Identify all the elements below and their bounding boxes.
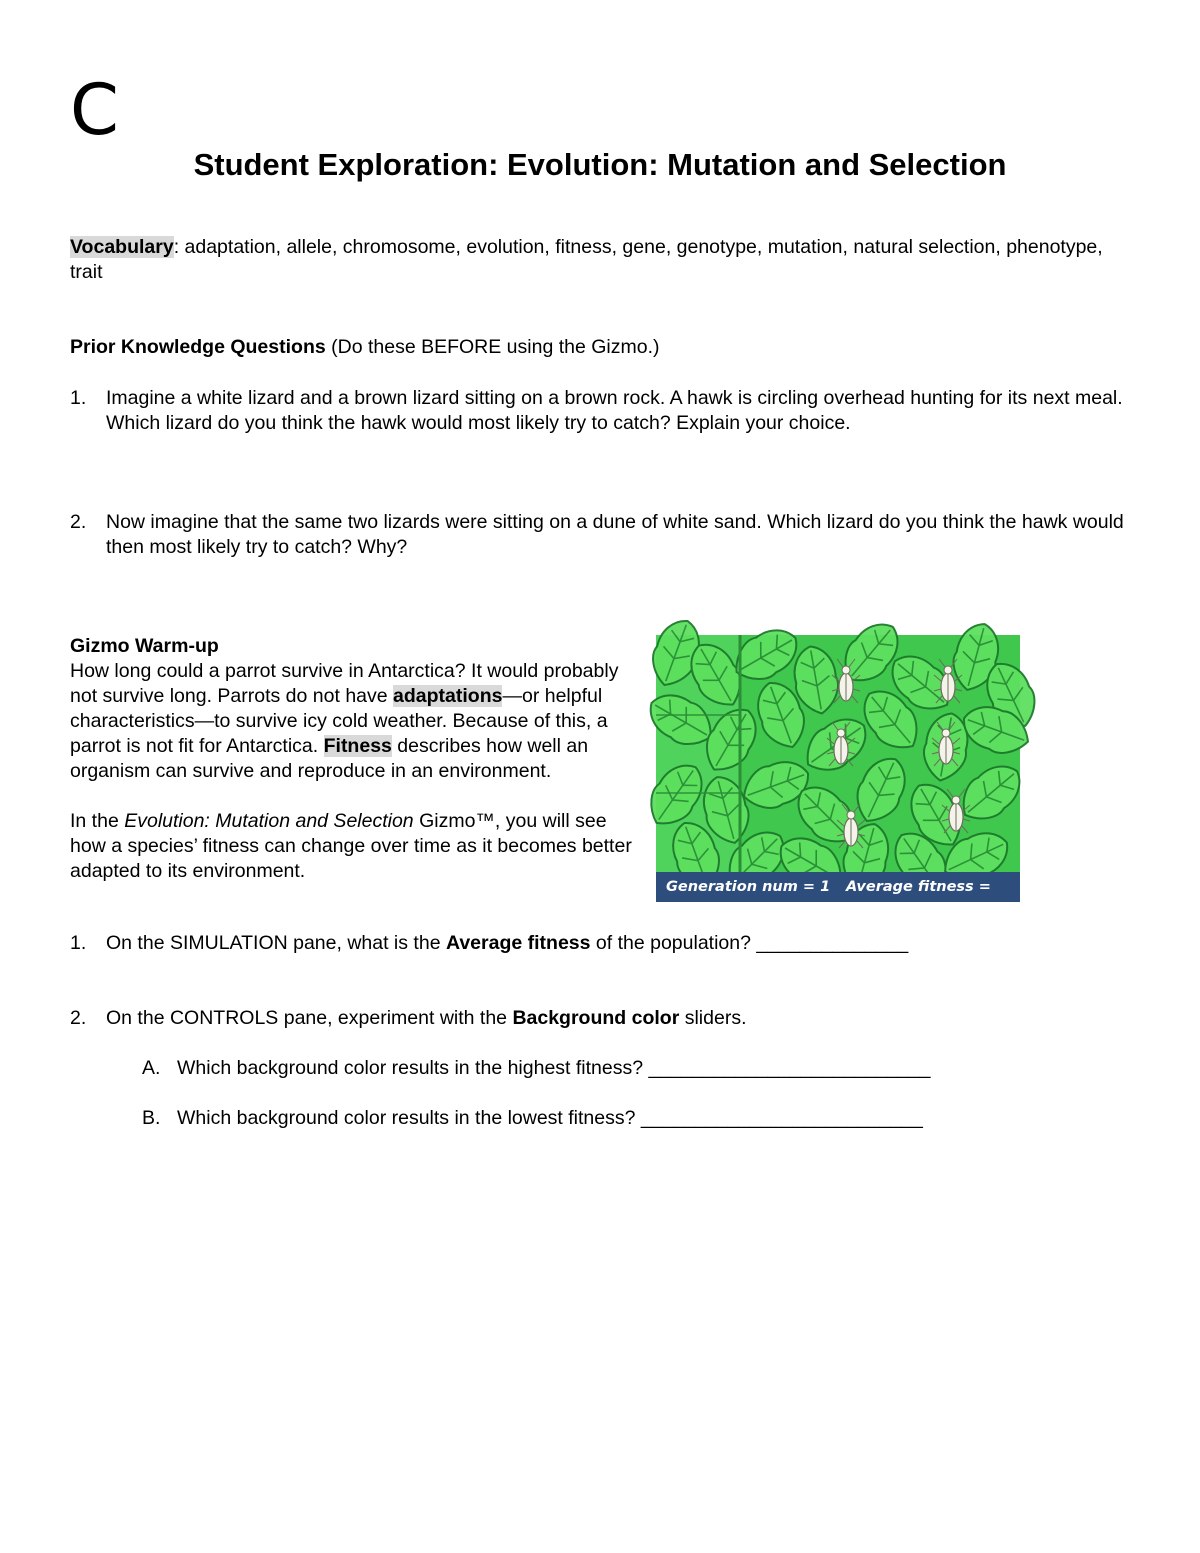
prior-knowledge-heading-line [70, 335, 1135, 360]
subquestion-text: Which background color results in the lowest fitness? __________________________ [177, 1107, 923, 1129]
question-number: 1. [70, 387, 87, 409]
warmup-question-2 [70, 1006, 1135, 1031]
logo-mark: C [70, 69, 119, 151]
warmup-text: How long could a parrot survive in Antarctica? It would probably not survive long. Parrots do not have [70, 660, 619, 707]
generation-label: Generation num = 1 [666, 879, 831, 895]
vocabulary-terms: : adaptation, allele, chromosome, evolution, fitness, gene, genotype, mutation, natural selection, phenotype, trait [70, 236, 1103, 283]
term-fitness: Fitness [323, 735, 392, 757]
question-text: Now imagine that the same two lizards were sitting on a dune of white sand. Which lizard do you think the hawk would then most likely try to catch? Why? [106, 511, 1124, 558]
warmup-text: —or helpful characteristics—to survive icy cold weather. Because of this, a parrot is not fit for Antarctica. [70, 685, 608, 757]
leaf-background-graphic [656, 635, 1020, 872]
term-adaptations: adaptations [393, 685, 503, 707]
subquestion-b [70, 1106, 1135, 1131]
page-title: Student Exploration: Evolution: Mutation and Selection [193, 147, 1007, 182]
warmup-question-1 [70, 931, 1135, 956]
question-text: On the CONTROLS pane, experiment with the Background color sliders. [106, 1007, 747, 1029]
warmup-heading: Gizmo Warm-up [70, 635, 219, 657]
gizmo-simulation-image [656, 635, 1020, 925]
question-number: 2. [70, 1007, 87, 1029]
warmup-section [70, 634, 645, 884]
subquestion-a [70, 1056, 1135, 1081]
warmup-text: Gizmo™, you will see how a species’ fitness can change over time as it becomes better adapted to its environment. [70, 810, 632, 882]
prior-knowledge-note: (Do these BEFORE using the Gizmo.) [325, 336, 660, 358]
gizmo-name: Evolution: Mutation and Selection [124, 810, 414, 832]
subquestion-letter: A. [142, 1057, 161, 1079]
subquestion-text: Which background color results in the highest fitness? __________________________ [177, 1057, 931, 1079]
prior-question-1 [70, 386, 1135, 436]
warmup-text: describes how well an organism can survive and reproduce in an environment. [70, 735, 589, 782]
question-number: 1. [70, 932, 87, 954]
warmup-text: In the [70, 810, 125, 832]
question-text: On the SIMULATION pane, what is the Average fitness of the population? ______________ [106, 932, 909, 954]
simulation-status-bar [656, 872, 1020, 925]
question-text: Imagine a white lizard and a brown lizard sitting on a brown rock. A hawk is circling overhead hunting for its next meal. Which lizard do you think the hawk would most likely try to catch? Explain your choice. [106, 387, 1123, 434]
prior-question-2 [70, 510, 1135, 560]
vocabulary-label: Vocabulary [70, 236, 174, 258]
prior-knowledge-heading: Prior Knowledge Questions [70, 336, 326, 358]
question-number: 2. [70, 511, 87, 533]
average-fitness-label: Average fitness = 50% [846, 879, 991, 925]
vocabulary-paragraph [70, 235, 1135, 285]
subquestion-letter: B. [142, 1107, 161, 1129]
